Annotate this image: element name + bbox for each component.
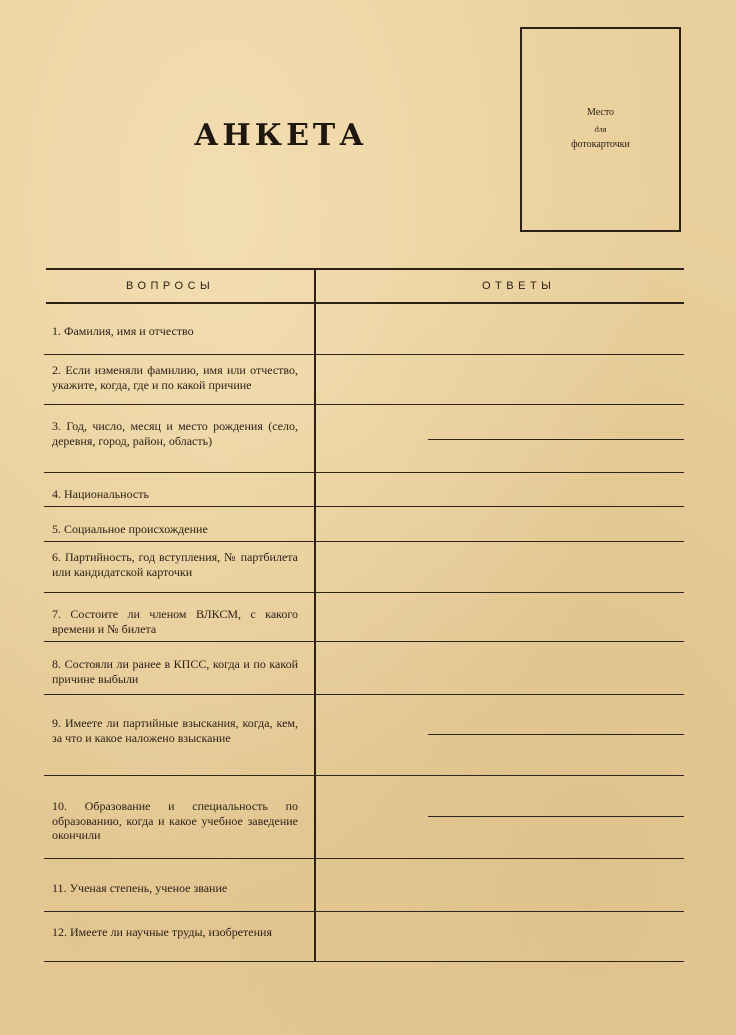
question-text: Партийность, год вступления, № партбилета или кандидатской карточки	[52, 550, 298, 579]
question-text: Фамилия, имя и отчество	[64, 324, 194, 338]
row-separator	[44, 354, 684, 355]
question-2	[52, 363, 298, 392]
question-number: 9.	[52, 716, 61, 730]
question-text: Состояли ли ранее в КПСС, когда и по какой причине выбыли	[52, 657, 299, 686]
question-6	[52, 550, 298, 579]
table-bottom-border	[44, 961, 684, 962]
answer-rule-line	[428, 816, 684, 817]
form-title: АНКЕТА	[194, 118, 368, 153]
question-text: Имеете ли партийные взыскания, когда, кем, за что и какое наложено взыскание	[52, 716, 298, 745]
question-text: Имеете ли научные труды, изобретения	[70, 925, 272, 939]
row-separator	[44, 506, 684, 507]
question-10	[52, 799, 298, 843]
question-12	[52, 925, 298, 940]
question-9	[52, 716, 298, 745]
question-number: 7.	[52, 607, 61, 621]
row-separator	[44, 858, 684, 859]
row-separator	[44, 641, 684, 642]
question-number: 12.	[52, 925, 67, 939]
question-7	[52, 607, 298, 636]
question-8	[52, 657, 298, 686]
row-separator	[44, 541, 684, 542]
question-1	[52, 324, 298, 339]
question-number: 3.	[52, 419, 61, 433]
answer-rule-line	[428, 439, 684, 440]
column-header-questions: ВОПРОСЫ	[126, 280, 215, 292]
question-text: Год, число, месяц и место рождения (село, деревня, город, район, область)	[52, 419, 298, 448]
table-top-border	[46, 268, 684, 270]
photo-placeholder-box	[520, 27, 681, 232]
row-separator	[44, 404, 684, 405]
question-number: 5.	[52, 522, 61, 536]
row-separator	[44, 592, 684, 593]
question-3	[52, 419, 298, 448]
question-number: 10.	[52, 799, 67, 813]
row-separator	[44, 775, 684, 776]
question-number: 6.	[52, 550, 61, 564]
question-number: 8.	[52, 657, 61, 671]
header-bottom-border	[46, 302, 684, 304]
row-separator	[44, 694, 684, 695]
photo-label-line3: фотокарточки	[571, 139, 630, 150]
question-text: Если изменяли фамилию, имя или отчество, укажите, когда, где и по какой причине	[52, 363, 299, 392]
answer-rule-line	[428, 734, 684, 735]
question-number: 11.	[52, 881, 67, 895]
question-number: 2.	[52, 363, 61, 377]
question-text: Социальное происхождение	[64, 522, 208, 536]
photo-label-line2: для	[594, 124, 607, 134]
question-text: Ученая степень, ученое звание	[69, 881, 228, 895]
question-text: Национальность	[64, 487, 149, 501]
question-number: 1.	[52, 324, 61, 338]
question-5	[52, 522, 298, 537]
column-header-answers: ОТВЕТЫ	[482, 280, 556, 292]
question-text: Состоите ли членом ВЛКСМ, с какого времени и № билета	[52, 607, 298, 636]
question-11	[52, 881, 298, 896]
question-number: 4.	[52, 487, 61, 501]
question-4	[52, 487, 298, 502]
row-separator	[44, 472, 684, 473]
photo-label-line1: Место	[586, 107, 615, 118]
question-text: Образование и специальность по образованию, когда и какое учебное заведение окончили	[52, 799, 298, 842]
photo-placeholder-label	[522, 105, 679, 153]
row-separator	[44, 911, 684, 912]
